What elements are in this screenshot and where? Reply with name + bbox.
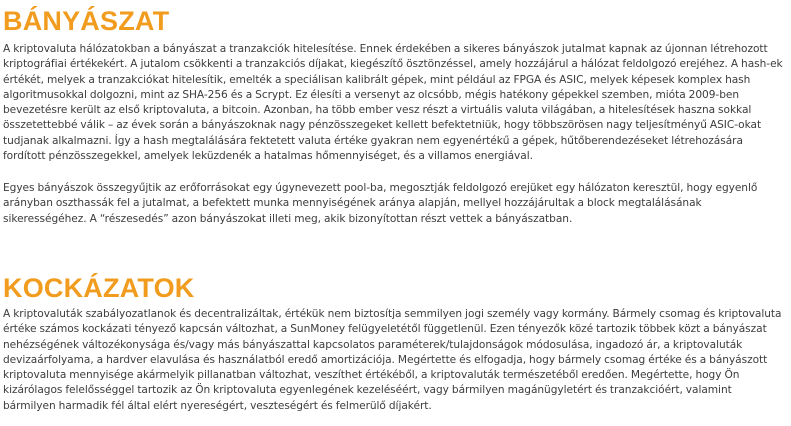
paragraph-risks: A kriptovaluták szabályozatlanok és decentralizáltak, értékük nem biztosítja semmilyen jogi személy vagy kormány. Bármely csomag és kriptovaluta értéke számos kockázati tényező kapcsán változhat, a SunMoney felügyeletétől függetlenül. Ezen tényezők közé tartozik többek közt a bányászat nehézségének változékonysága és/vagy más bányászattal kapcsolatos paraméterek/tulajdonságok módosulása, ingadozó ár, a kriptovaluták devizaárfolyama, a hardver elavulása és használatból eredő amortizációja. Megértette és elfogadja, hogy bármely csomag értéke és a bányászott kriptovaluta mennyisége akármelyik pillanatban változhat, veszíthet értékéből, a kriptovaluták természetéből eredően. Megértette, hogy Ön kizárólagos felelősséggel tartozik az Ön kriptovaluta egyenlegének kezeléséért, vagy bármilyen magánügyletért és tranzakcióért, valamint bármilyen harmadik fél által elért nyereségért, veszteségért és felmerülő díjakért. (3, 308, 782, 412)
paragraph-mining-pool: Egyes bányászok összegyűjtik az erőforrásokat egy úgynevezett pool-ba, megosztják feldolgozó erejüket egy hálózaton keresztül, hogy egyenlő arányban oszthassák fel a jutalmat, a befektett munka mennyiségének aránya alapján, mellyel hozzájárultak a block megtalálásának sikerességéhez. A “részesedés” azon bányászokat illeti meg, akik bizonyítottan részt vettek a bányászatban. (3, 182, 758, 225)
section-heading-banyaszat: BÁNYÁSZAT (3, 6, 170, 36)
section-heading-kockazatok: KOCKÁZATOK (3, 273, 195, 303)
paragraph-mining-intro: A kriptovaluta hálózatokban a bányászat a tranzakciók hitelesítése. Ennek érdekében a sikeres bányászok jutalmat kapnak az újonnan létrehozott kriptográfiai értékekért. A jutalom csökkenti a tranzakciós díjakat, kiegészítő ösztönzéssel, amely hozzájárul a hálózat feldolgozó erejéhez. A hash-ek értékét, melyek a tranzakciókat hitelesítik, emelték a speciálisan kalibrált gépek, mint például az FPGA és ASIC, melyek képesek komplex hash algoritmusokkal dolgozni, mint az SHA-256 és a Scrypt. Ez élesíti a versenyt az olcsóbb, mégis hatékony gépekkel szemben, mióta 2009-ben bevezetésre került az első kriptovaluta, a bitcoin. Azonban, ha több ember vesz részt a virtuális valuta világában, a hitelesítések haszna sokkal összetettebbé válik – az évek során a bányászoknak nagy pénzösszegeket kellett befektetniük, hogy többszörösen nagy teljesítményű ASIC-okat tudjanak alkalmazni. Így a hash megtalálására fektetett valuta értéke gyakran nem egyenértékű a gépek, hűtőberendezéseket létrehozására fordított pénzösszegekkel, amelyek leküzdenék a hatalmas hőmennyiséget, és a villamos energiával. (3, 43, 783, 163)
